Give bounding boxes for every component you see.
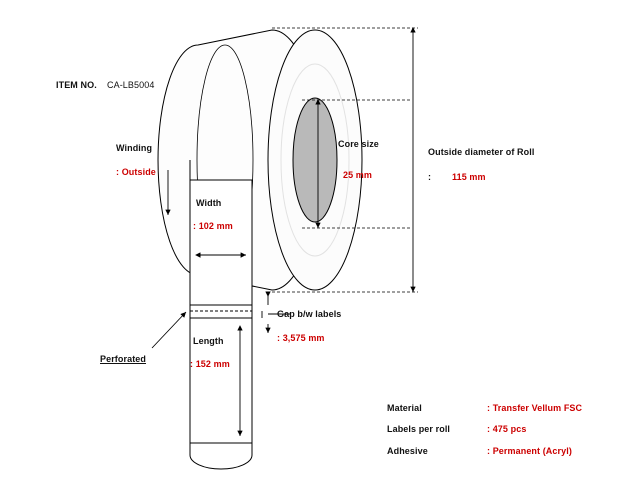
spec-value-1: : 475 pcs <box>487 424 527 434</box>
spec-name-2: Adhesive <box>387 446 428 456</box>
outside-diameter-colon: : <box>428 172 432 182</box>
winding-value: : Outside <box>116 167 156 177</box>
outside-diameter-value: 115 mm <box>452 172 486 182</box>
winding-label: Winding <box>116 143 153 153</box>
spec-value-2: : Permanent (Acryl) <box>487 446 572 456</box>
spec-name-0: Material <box>387 403 422 413</box>
spec-value-0: : Transfer Vellum FSC <box>487 403 583 413</box>
core-size-value: 25 mm <box>343 170 373 180</box>
spec-name-1: Labels per roll <box>387 424 451 434</box>
item-no-label: ITEM NO. <box>56 80 97 90</box>
width-label: Width <box>196 198 222 208</box>
perforated-leader <box>152 312 186 348</box>
outside-diameter-label: Outside diameter of Roll <box>428 147 535 157</box>
item-no-value: CA-LB5004 <box>107 80 155 90</box>
length-value: : 152 mm <box>190 359 230 369</box>
core-size-label: Core size <box>338 139 379 149</box>
length-label: Length <box>193 336 224 346</box>
width-value: : 102 mm <box>193 221 233 231</box>
perforated-label: Perforated <box>100 354 147 364</box>
gap-value: : 3,575 mm <box>277 333 325 343</box>
label-roll-graphic <box>158 30 362 290</box>
gap-label: Gap b/w labels <box>277 309 342 319</box>
